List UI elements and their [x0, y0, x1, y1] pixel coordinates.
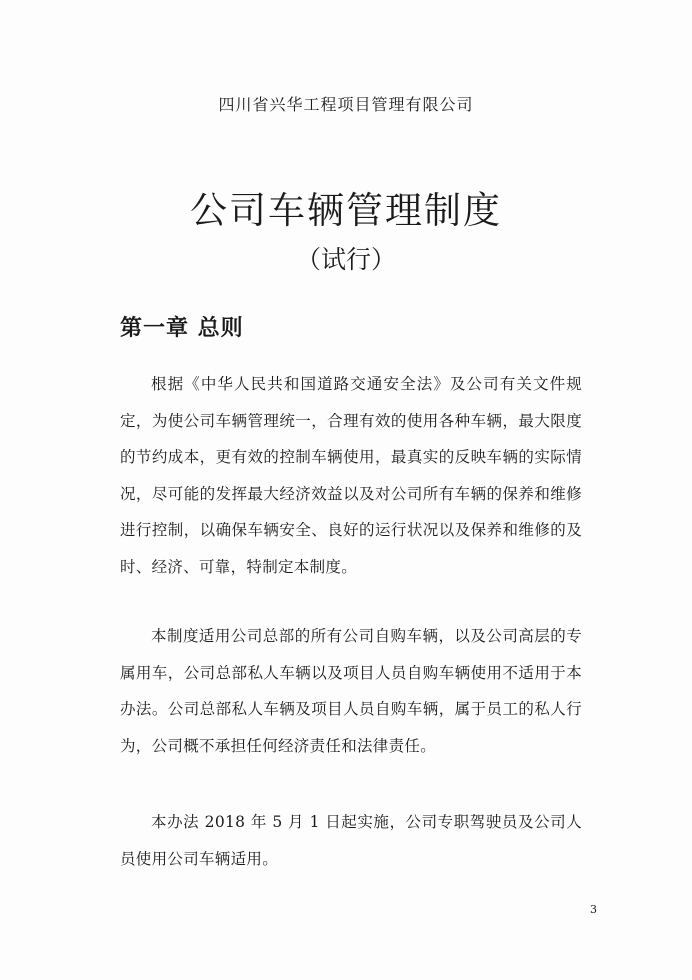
paragraph-basis: 根据《中华人民共和国道路交通安全法》及公司有关文件规定，为使公司车辆管理统一，合理有效的使用各种车辆，最大限度的节约成本，更有效的控制车辆使用，最真实的反映车辆的实际情况，尽可能的发挥最大经济效益以及对公司所有车辆的保养和维修进行控制，以确保车辆安全、良好的运行状况以及保养和维修的及时、经济、可靠，特制定本制度。 — [120, 375, 582, 576]
page-number: 3 — [590, 903, 597, 916]
document-subtitle: （试行） — [295, 245, 396, 274]
document-title: 公司车辆管理制度 — [190, 189, 502, 232]
company-name: 四川省兴华工程项目管理有限公司 — [218, 95, 474, 114]
paragraph-scope: 本制度适用公司总部的所有公司自购车辆，以及公司高层的专属用车，公司总部私人车辆以及项目人员自购车辆使用不适用于本办法。公司总部私人车辆及项目人员自购车辆，属于员工的私人行为，公司概不承担任何经济责任和法律责任。 — [120, 627, 582, 755]
paragraph-effective-date: 本办法 2018 年 5 月 1 日起实施，公司专职驾驶员及公司人员使用公司车辆适用。 — [120, 813, 582, 868]
chapter-heading: 第一章 总则 — [120, 316, 244, 341]
